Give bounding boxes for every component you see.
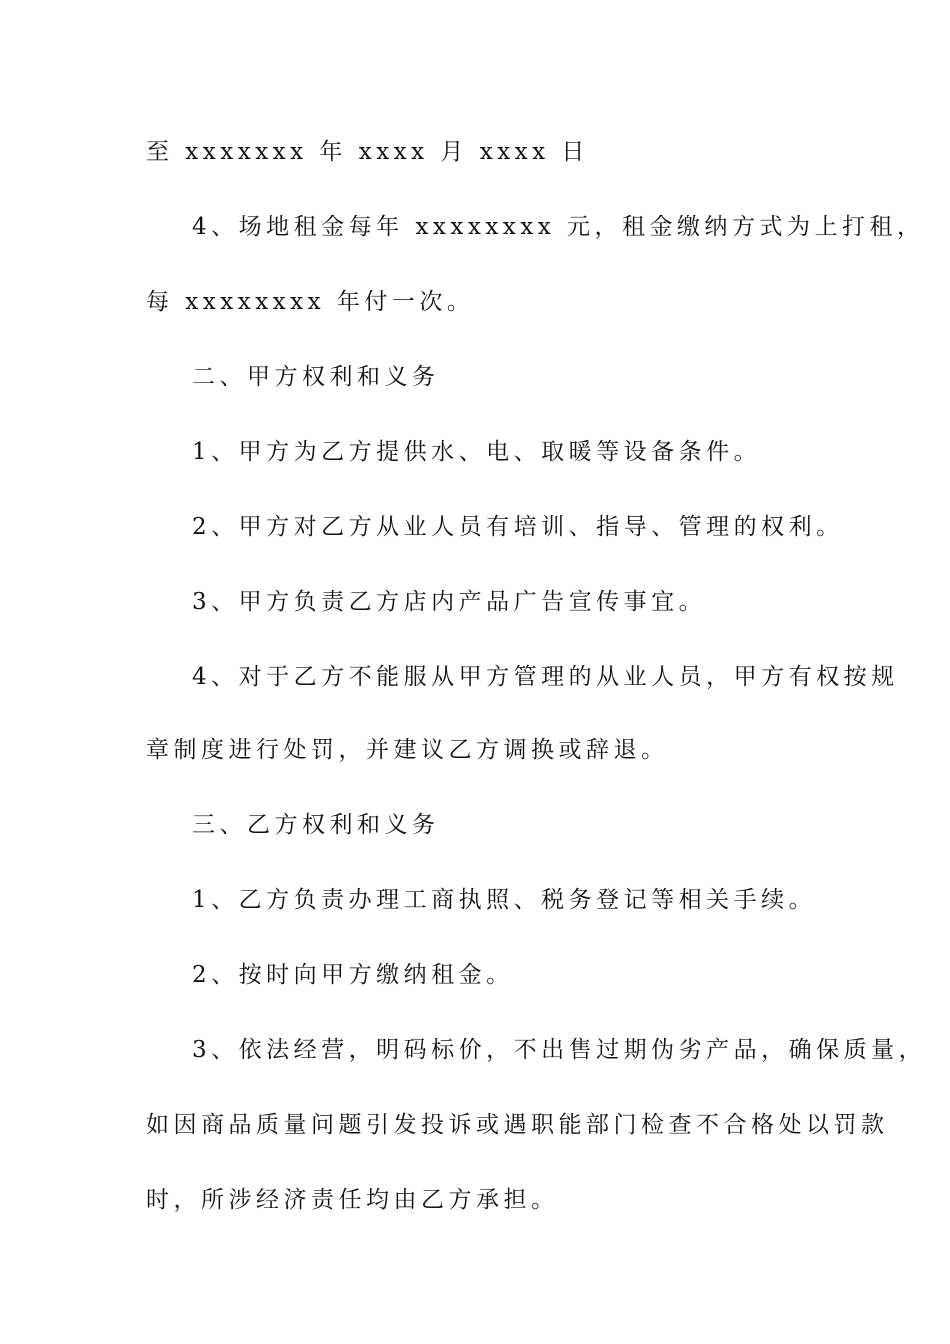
rent-clause-line: 4、场地租金每年 xxxxxxxx 元，租金缴纳方式为上打租， xyxy=(192,214,925,240)
party-b-clause-1: 1、乙方负责办理工商执照、税务登记等相关手续。 xyxy=(192,887,817,913)
party-b-clause-3: 3、依法经营，明码标价，不出售过期伪劣产品，确保质量， xyxy=(192,1037,927,1063)
party-a-clause-4: 4、对于乙方不能服从甲方管理的从业人员，甲方有权按规 xyxy=(192,664,899,690)
date-range-line: 至 xxxxxxx 年 xxxx 月 xxxx 日 xyxy=(146,139,589,165)
party-b-clause-3-continuation-1: 如因商品质量问题引发投诉或遇职能部门检查不合格处以罚款 xyxy=(146,1112,889,1138)
party-a-clause-4-continuation: 章制度进行处罚，并建议乙方调换或辞退。 xyxy=(146,737,669,763)
party-b-clause-2: 2、按时向甲方缴纳租金。 xyxy=(192,962,514,988)
rent-clause-continuation: 每 xxxxxxxx 年付一次。 xyxy=(146,289,475,315)
section-heading-party-a: 二、甲方权利和义务 xyxy=(192,364,440,390)
party-a-clause-1: 1、甲方为乙方提供水、电、取暖等设备条件。 xyxy=(192,439,762,465)
party-a-clause-2: 2、甲方对乙方从业人员有培训、指导、管理的权利。 xyxy=(192,514,844,540)
section-heading-party-b: 三、乙方权利和义务 xyxy=(192,812,440,838)
party-b-clause-3-continuation-2: 时，所涉经济责任均由乙方承担。 xyxy=(146,1187,559,1213)
party-a-clause-3: 3、甲方负责乙方店内产品广告宣传事宜。 xyxy=(192,589,707,615)
